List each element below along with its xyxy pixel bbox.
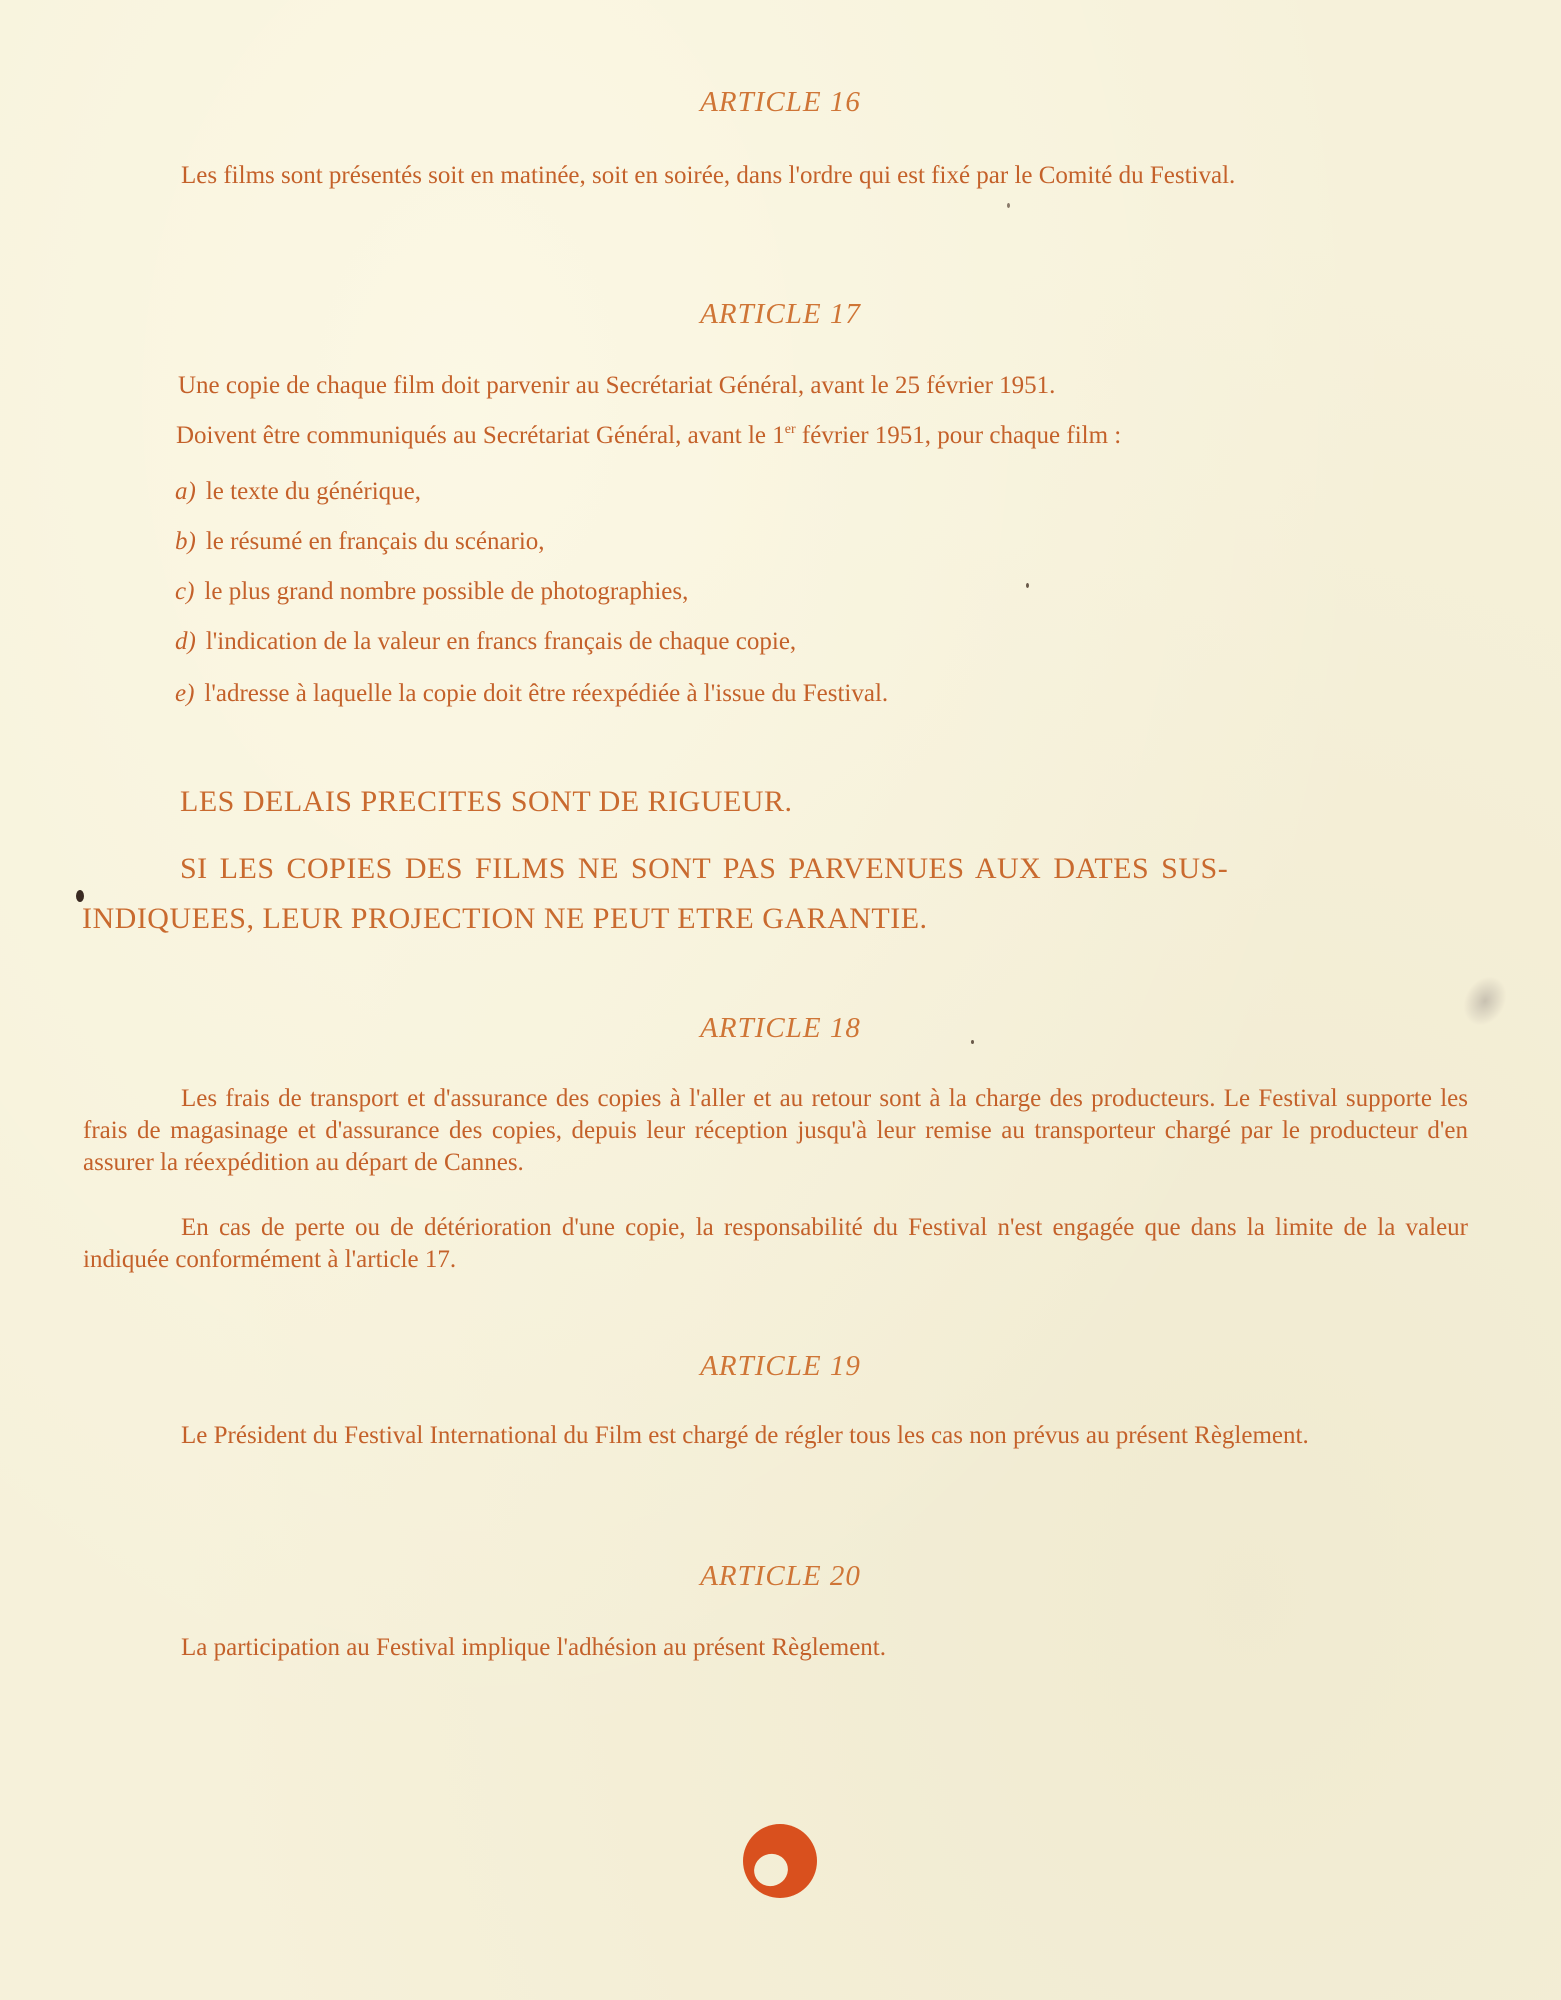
list-item — [175, 680, 888, 708]
article-paragraph: En cas de perte ou de détérioration d'une copie, la responsabilité du Festival n'est engagée que dans la limite de la valeur indiquée conformément à l'article 17. — [83, 1214, 1468, 1273]
list-label: c) — [175, 578, 195, 605]
list-item — [175, 528, 545, 556]
list-item — [175, 578, 688, 606]
article-heading: ARTICLE 19 — [700, 1350, 861, 1382]
festival-emblem-icon — [741, 1822, 819, 1900]
list-label: b) — [175, 528, 196, 555]
ink-speck — [971, 1040, 974, 1044]
list-item — [175, 628, 796, 656]
warning-notice-line-2: INDIQUEES, LEUR PROJECTION NE PEUT ETRE GARANTIE. — [82, 902, 928, 935]
article-heading: ARTICLE 20 — [700, 1560, 861, 1592]
article-heading: ARTICLE 16 — [700, 86, 861, 118]
ink-speck — [1026, 583, 1029, 588]
line-text: février 1951, pour chaque film : — [795, 422, 1122, 449]
list-label: d) — [175, 628, 196, 655]
ordinal-superscript: er — [784, 422, 796, 437]
article-paragraph: Le Président du Festival International du Film est chargé de régler tous les cas non prévus au présent Règlement. — [181, 1422, 1309, 1449]
list-text: le texte du générique, — [205, 478, 422, 505]
article-paragraph: La participation au Festival implique l'adhésion au présent Règlement. — [181, 1634, 887, 1661]
article-heading: ARTICLE 18 — [700, 1012, 861, 1044]
line-text: Doivent être communiqués au Secrétariat Général, avant le 1 — [176, 422, 785, 449]
article-paragraph: Les frais de transport et d'assurance des copies à l'aller et au retour sont à la charge des producteurs. Le Festival supporte les frais de magasinage et d'assurance des copies, depuis leur réception jusqu'à leur remise au transporteur chargé par le producteur d'en assurer la réexpédition au départ de Cannes. — [83, 1085, 1468, 1176]
article-line — [176, 422, 1121, 450]
list-text: le résumé en français du scénario, — [205, 528, 545, 555]
list-label: a) — [175, 478, 196, 505]
list-text: l'indication de la valeur en francs français de chaque copie, — [205, 628, 797, 655]
article-heading: ARTICLE 17 — [700, 298, 861, 330]
list-text: le plus grand nombre possible de photographies, — [204, 578, 689, 605]
list-item — [175, 478, 421, 506]
list-text: l'adresse à laquelle la copie doit être réexpédiée à l'issue du Festival. — [204, 680, 889, 707]
ink-speck — [76, 890, 84, 902]
ink-speck — [1007, 203, 1010, 208]
warning-notice-line-1: SI LES COPIES DES FILMS NE SONT PAS PARVENUES AUX DATES SUS- — [180, 852, 1229, 885]
deadline-notice: LES DELAIS PRECITES SONT DE RIGUEUR. — [180, 785, 793, 818]
article-paragraph: Les films sont présentés soit en matinée, soit en soirée, dans l'ordre qui est fixé par le Comité du Festival. — [181, 162, 1236, 189]
article-line: Une copie de chaque film doit parvenir au Secrétariat Général, avant le 25 février 1951. — [178, 372, 1056, 399]
list-label: e) — [175, 680, 195, 707]
